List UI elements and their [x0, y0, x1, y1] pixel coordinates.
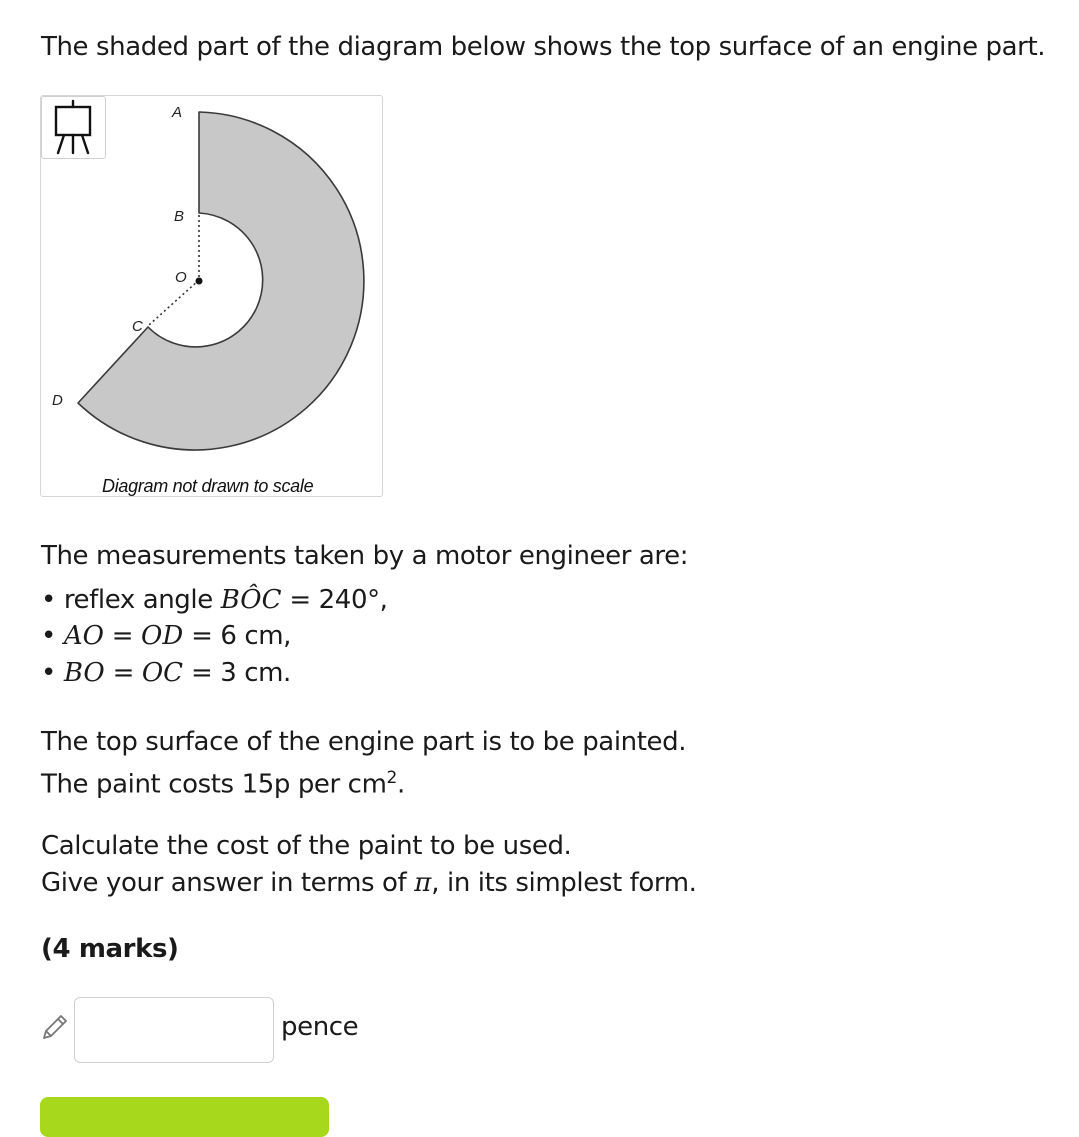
label-d: D — [52, 392, 63, 409]
shaded-region — [78, 112, 364, 450]
equals-sign: = — [112, 658, 134, 688]
segment-bo: BO — [63, 658, 105, 688]
measurement-bullet-2 — [41, 619, 291, 653]
center-point-o — [196, 278, 203, 285]
segment-od: OD — [141, 621, 184, 651]
bullet-marker: • — [41, 621, 56, 651]
instruction-form-end: , in its simplest form. — [431, 868, 697, 898]
bullet1-value: = 240°, — [289, 585, 388, 615]
equals-sign: = — [111, 621, 134, 651]
bullet-marker: • — [41, 658, 56, 688]
bullet1-text: reflex angle — [63, 585, 213, 615]
label-a: A — [172, 104, 183, 121]
squared-exponent: 2 — [386, 768, 397, 788]
measurement-bullet-3 — [41, 656, 291, 690]
segment-ao: AO — [63, 621, 104, 651]
submit-button[interactable] — [40, 1097, 329, 1137]
segment-oc: OC — [141, 658, 184, 688]
question-intro: The shaded part of the diagram below shows the top surface of an engine part. — [41, 32, 1046, 62]
paint-cost-statement — [41, 761, 405, 802]
answer-input[interactable] — [74, 997, 274, 1063]
easel-icon — [42, 97, 105, 158]
measurements-heading: The measurements taken by a motor engineer are: — [41, 541, 689, 571]
pi-symbol: π — [414, 868, 432, 898]
bullet2-value: = 6 cm, — [191, 621, 292, 651]
label-o: O — [175, 269, 187, 286]
label-c: C — [132, 318, 143, 335]
diagram-caption: Diagram not drawn to scale — [102, 476, 314, 496]
painted-statement: The top surface of the engine part is to be painted. — [41, 727, 687, 757]
paint-cost-text: The paint costs 15p per cm — [41, 769, 387, 800]
radius-oc-dotted — [149, 280, 199, 325]
marks-label: (4 marks) — [41, 934, 179, 964]
paint-cost-end: . — [396, 769, 405, 800]
whiteboard-button[interactable] — [41, 96, 106, 159]
bullet-marker: • — [41, 585, 56, 615]
instruction-form — [41, 866, 697, 900]
instruction-calculate: Calculate the cost of the paint to be used. — [41, 831, 572, 861]
measurement-bullet-1 — [41, 583, 388, 617]
bullet3-value: = 3 cm. — [190, 658, 291, 688]
pencil-icon — [40, 1012, 70, 1042]
angle-boc: BÔC — [220, 585, 282, 615]
answer-unit-label: pence — [281, 1012, 359, 1042]
instruction-form-text: Give your answer in terms of — [41, 868, 407, 898]
label-b: B — [174, 208, 185, 225]
